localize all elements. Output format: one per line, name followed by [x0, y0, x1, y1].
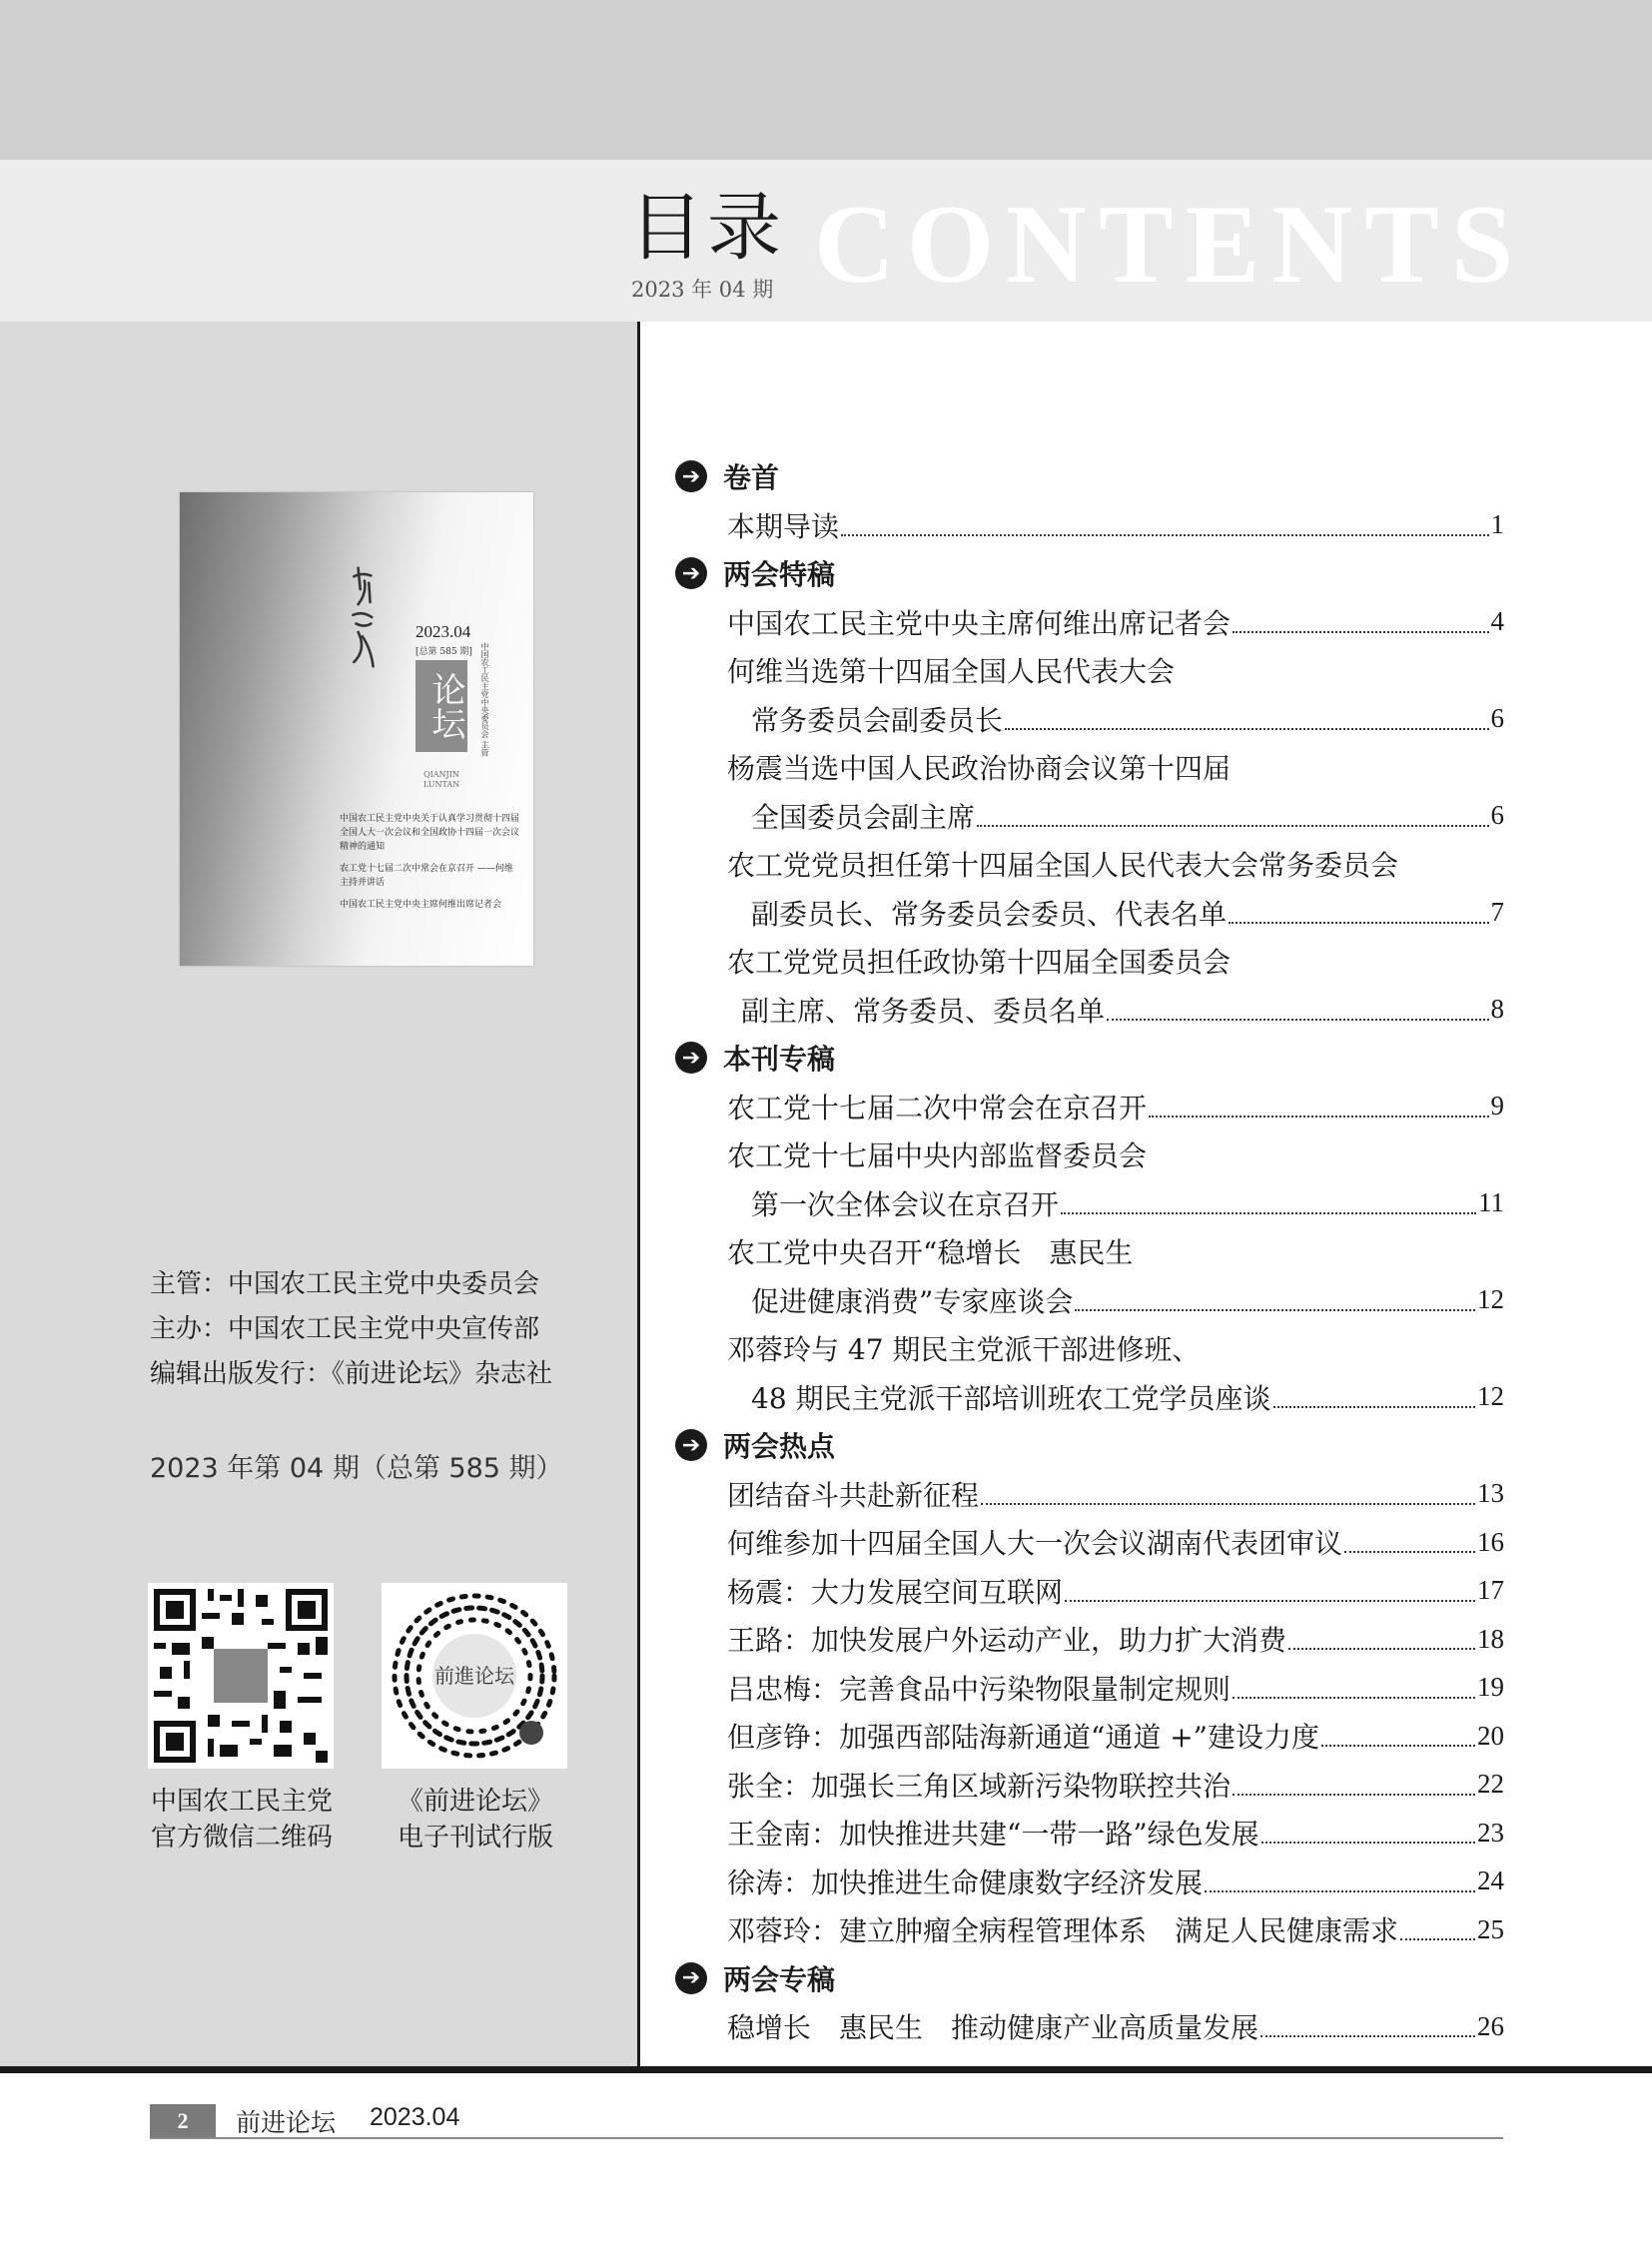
toc-entry[interactable] — [675, 1373, 1504, 1422]
toc-leader-dots — [1075, 1309, 1475, 1311]
toc-leader-dots — [1233, 1794, 1475, 1796]
wechat-qr-code[interactable] — [148, 1583, 334, 1769]
toc-entry-title: 邓蓉玲：建立肿瘤全病程管理体系 满足人民健康需求 — [727, 1914, 1399, 1948]
toc-entry[interactable] — [675, 1664, 1504, 1713]
cover-date: 2023.04 — [415, 622, 471, 641]
toc-entry-title: 农工党十七届中央内部监督委员会 — [727, 1139, 1148, 1173]
page-number: 2 — [150, 2104, 216, 2138]
cover-headline: 中国农工民主党中央关于认真学习贯彻十四届全国人大一次会议和全国政协十四届一次会议精神的通知 — [340, 814, 520, 852]
toc-section-label: 两会专稿 — [723, 1962, 836, 1996]
toc-section-label: 卷首 — [723, 461, 780, 495]
toc-page-number: 6 — [1490, 703, 1504, 734]
toc-entry-title: 促进健康消费”专家座谈会 — [751, 1284, 1074, 1318]
toc-page-number: 11 — [1478, 1187, 1504, 1218]
toc-section-header — [675, 1034, 1504, 1083]
footer-rule — [150, 2137, 1503, 2139]
toc-entry-line — [675, 743, 1504, 792]
toc-entry-line — [675, 840, 1504, 889]
toc-entry-title: 何维当选第十四届全国人民代表大会 — [727, 655, 1176, 689]
toc-page-number: 13 — [1477, 1478, 1504, 1509]
toc-section-header — [675, 1421, 1504, 1470]
toc-leader-dots — [1005, 728, 1488, 730]
toc-entry-title: 常务委员会副委员长 — [751, 703, 1004, 737]
publisher-supervisor: 主管：中国农工民主党中央委员会 — [150, 1269, 540, 1299]
arrow-circle-icon: ➔ — [675, 557, 707, 589]
caption-line: 中国农工民主党 — [150, 1787, 333, 1817]
toc-entry-title: 全国委员会副主席 — [751, 800, 976, 834]
toc-entry-title: 杨震当选中国人民政治协商会议第十四届 — [727, 752, 1232, 786]
magazine-cover — [180, 492, 533, 966]
toc-leader-dots — [1205, 1890, 1475, 1892]
cover-logo: 论坛 — [415, 660, 467, 752]
publisher-sponsor: 主办：中国农工民主党中央宣传部 — [150, 1314, 540, 1344]
toc-entry-title: 徐涛：加快推进生命健康数字经济发展 — [727, 1866, 1204, 1899]
cover-org: 中国农工民主党中央委员会 主管 — [480, 642, 489, 757]
toc-entry[interactable] — [675, 1083, 1504, 1131]
toc-page-number: 23 — [1477, 1817, 1504, 1848]
toc-leader-dots — [1400, 1938, 1475, 1940]
toc-entry-line — [675, 1130, 1504, 1179]
publisher-editor: 编辑出版发行：《前进论坛》杂志社 — [150, 1359, 553, 1389]
toc-leader-dots — [1233, 1697, 1475, 1699]
toc-entry-title: 杨震：大力发展空间互联网 — [727, 1575, 1064, 1609]
toc-page-number: 24 — [1477, 1866, 1504, 1896]
arrow-circle-icon: ➔ — [675, 1962, 707, 1994]
toc-entry-title: 中国农工民主党中央主席何维出席记者会 — [727, 606, 1232, 640]
toc-entry-title: 团结奋斗共赴新征程 — [727, 1478, 980, 1512]
toc-entry-title: 副委员长、常务委员会委员、代表名单 — [751, 897, 1228, 931]
e-journal-caption — [376, 1784, 575, 1856]
toc-page-number: 19 — [1477, 1672, 1504, 1703]
issue-number-line: 2023 年第 04 期（总第 585 期） — [150, 1453, 563, 1484]
toc-entry-title: 王金南：加快推进共建“一带一路”绿色发展 — [727, 1818, 1259, 1852]
toc-leader-dots — [1321, 1745, 1475, 1747]
toc-leader-dots — [841, 534, 1488, 536]
wechat-qr-caption — [142, 1784, 342, 1856]
toc-entry[interactable] — [675, 1809, 1504, 1858]
caption-line: 电子刊试行版 — [397, 1823, 553, 1853]
arrow-circle-icon: ➔ — [675, 1429, 707, 1461]
caption-line: 《前进论坛》 — [397, 1787, 553, 1817]
toc-entry[interactable] — [675, 1712, 1504, 1761]
toc-entry-title: 农工党党员担任政协第十四届全国委员会 — [727, 946, 1232, 980]
toc-leader-dots — [1107, 1019, 1488, 1021]
toc-entry[interactable] — [675, 598, 1504, 647]
toc-page-number: 1 — [1490, 509, 1504, 540]
toc-entry-title: 何维参加十四届全国人大一次会议湖南代表团审议 — [727, 1527, 1343, 1561]
toc-entry-title: 第一次全体会议在京召开 — [751, 1187, 1060, 1221]
e-journal-mini-program-code[interactable] — [382, 1583, 567, 1769]
toc-entry-title: 张全：加强长三角区域新污染物联控共治 — [727, 1769, 1232, 1803]
toc-page-number: 26 — [1477, 2010, 1504, 2041]
toc-entry-line — [675, 1324, 1504, 1373]
toc-entry[interactable] — [675, 1179, 1504, 1228]
toc-entry-title: 稳增长 惠民生 推动健康产业高质量发展 — [727, 2011, 1259, 2045]
toc-page-number: 12 — [1477, 1381, 1504, 1412]
cover-headline: 中国农工民主党中央主席何维出席记者会 — [340, 900, 502, 910]
toc-page-number: 6 — [1490, 800, 1504, 831]
toc-entry[interactable] — [675, 1615, 1504, 1664]
toc-entry[interactable] — [675, 889, 1504, 938]
top-band — [0, 0, 1652, 160]
toc-entry-title: 王路：加快发展户外运动产业，助力扩大消费 — [727, 1624, 1287, 1658]
toc-section-label: 两会热点 — [723, 1430, 836, 1464]
toc-leader-dots — [1229, 922, 1488, 924]
table-of-contents — [675, 452, 1504, 2051]
page-title: 目录 — [629, 185, 785, 271]
toc-entry-title: 但彦铮：加强西部陆海新通道“通道 +”建设力度 — [727, 1721, 1319, 1755]
toc-leader-dots — [1149, 1116, 1488, 1118]
issue-label: 2023 年 04 期 — [631, 278, 774, 302]
toc-entry-title: 农工党十七届二次中常会在京召开 — [727, 1091, 1148, 1124]
cover-headline: 农工党十七届二次中常会在京召开 ——何维主持并讲话 — [340, 864, 513, 888]
toc-entry[interactable] — [675, 2002, 1504, 2051]
toc-page-number: 22 — [1477, 1769, 1504, 1800]
toc-leader-dots — [981, 1503, 1475, 1505]
toc-leader-dots — [1273, 1406, 1475, 1408]
toc-leader-dots — [1261, 1842, 1475, 1844]
caption-line: 官方微信二维码 — [150, 1823, 333, 1853]
toc-entry[interactable] — [675, 792, 1504, 841]
toc-section-header — [675, 1954, 1504, 2003]
page-title-en: CONTENTS — [814, 183, 1526, 307]
cover-headlines — [340, 812, 519, 920]
arrow-circle-icon: ➔ — [675, 1042, 707, 1074]
toc-leader-dots — [1065, 1600, 1475, 1602]
cover-pinyin: QIANJIN LUNTAN — [422, 770, 460, 789]
toc-leader-dots — [1288, 1648, 1475, 1650]
toc-entry[interactable] — [675, 1567, 1504, 1616]
toc-entry[interactable] — [675, 1905, 1504, 1954]
toc-entry-line — [675, 937, 1504, 986]
toc-leader-dots — [1233, 631, 1488, 633]
toc-entry-title: 本期导读 — [727, 509, 840, 543]
toc-entry[interactable] — [675, 1470, 1504, 1519]
toc-entry[interactable] — [675, 986, 1504, 1035]
toc-page-number: 7 — [1490, 897, 1504, 928]
toc-section-header — [675, 549, 1504, 598]
toc-page-number: 12 — [1477, 1284, 1504, 1315]
toc-entry-title: 农工党中央召开“稳增长 惠民生 — [727, 1236, 1134, 1270]
toc-entry-title: 邓蓉玲与 47 期民主党派干部进修班、 — [727, 1333, 1201, 1367]
toc-entry-line — [675, 1227, 1504, 1276]
mini-program-center-mark: 前進论坛 — [434, 1664, 514, 1688]
toc-page-number: 18 — [1477, 1623, 1504, 1654]
toc-page-number: 9 — [1490, 1091, 1504, 1121]
cover-total: [总第 585 期] — [415, 647, 472, 657]
toc-leader-dots — [977, 825, 1488, 827]
toc-leader-dots — [1344, 1551, 1475, 1553]
toc-entry[interactable] — [675, 1858, 1504, 1906]
toc-page-number: 17 — [1477, 1575, 1504, 1606]
toc-entry[interactable] — [675, 501, 1504, 550]
toc-page-number: 4 — [1490, 606, 1504, 637]
toc-leader-dots — [1061, 1212, 1476, 1214]
toc-section-header — [675, 452, 1504, 501]
bottom-rule — [0, 2066, 1652, 2073]
toc-leader-dots — [1260, 2035, 1475, 2037]
toc-page-number: 20 — [1477, 1720, 1504, 1751]
toc-entry-title: 48 期民主党派干部培训班农工党学员座谈 — [751, 1381, 1271, 1415]
toc-entry-title: 农工党党员担任第十四届全国人民代表大会常务委员会 — [727, 849, 1399, 883]
vertical-divider — [637, 322, 640, 2067]
toc-entry[interactable] — [675, 695, 1504, 744]
toc-section-label: 本刊专稿 — [723, 1043, 836, 1077]
toc-entry-title: 吕忠梅：完善食品中污染物限量制定规则 — [727, 1672, 1232, 1706]
toc-page-number: 25 — [1477, 1913, 1504, 1944]
toc-entry[interactable] — [675, 1276, 1504, 1325]
toc-entry-line — [675, 646, 1504, 695]
toc-section-label: 两会特稿 — [723, 558, 836, 592]
arrow-circle-icon: ➔ — [675, 460, 707, 492]
footer-magazine-name: 前进论坛 — [236, 2108, 337, 2137]
toc-page-number: 16 — [1477, 1526, 1504, 1557]
toc-entry-title: 副主席、常务委员、委员名单 — [741, 994, 1106, 1028]
toc-entry[interactable] — [675, 1518, 1504, 1567]
toc-entry[interactable] — [675, 1761, 1504, 1810]
cover-calligraphy-icon — [350, 532, 410, 702]
toc-page-number: 8 — [1490, 994, 1504, 1025]
footer-date: 2023.04 — [370, 2103, 460, 2131]
